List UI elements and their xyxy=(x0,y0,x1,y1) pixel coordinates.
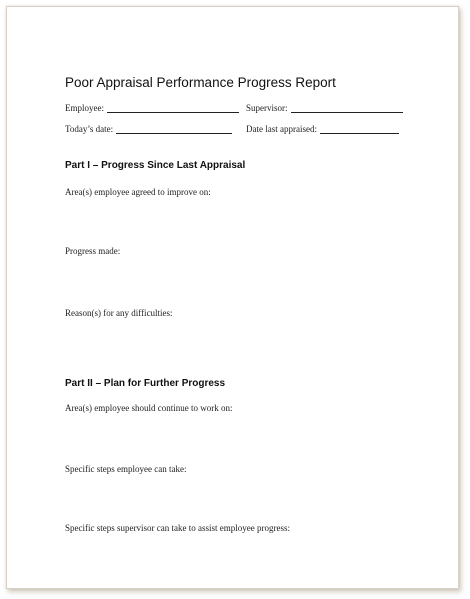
todays-date-blank-line xyxy=(116,124,232,134)
part2-prompt-areas: Area(s) employee should continue to work on: xyxy=(65,403,233,413)
part1-heading: Part I – Progress Since Last Appraisal xyxy=(65,160,246,171)
date-last-appraised-label: Date last appraised: xyxy=(246,124,317,134)
part1-prompt-reasons: Reason(s) for any difficulties: xyxy=(65,308,173,318)
part2-heading: Part II – Plan for Further Progress xyxy=(65,378,226,389)
employee-label: Employee: xyxy=(65,103,104,113)
todays-date-field xyxy=(65,124,232,134)
part2-prompt-employee-steps: Specific steps employee can take: xyxy=(65,464,187,474)
document-page xyxy=(6,6,459,589)
part1-prompt-areas: Area(s) employee agreed to improve on: xyxy=(65,187,211,197)
employee-field xyxy=(65,103,239,113)
date-last-appraised-blank-line xyxy=(320,124,399,134)
employee-blank-line xyxy=(107,103,239,113)
supervisor-field xyxy=(246,103,403,113)
date-last-appraised-field xyxy=(246,124,399,134)
todays-date-label: Today’s date: xyxy=(65,124,114,134)
document-title: Poor Appraisal Performance Progress Report xyxy=(65,75,336,90)
supervisor-label: Supervisor: xyxy=(246,103,288,113)
part1-prompt-progress: Progress made: xyxy=(65,246,121,256)
supervisor-blank-line xyxy=(291,103,403,113)
part2-prompt-supervisor-steps: Specific steps supervisor can take to assist employee progress: xyxy=(65,523,290,533)
